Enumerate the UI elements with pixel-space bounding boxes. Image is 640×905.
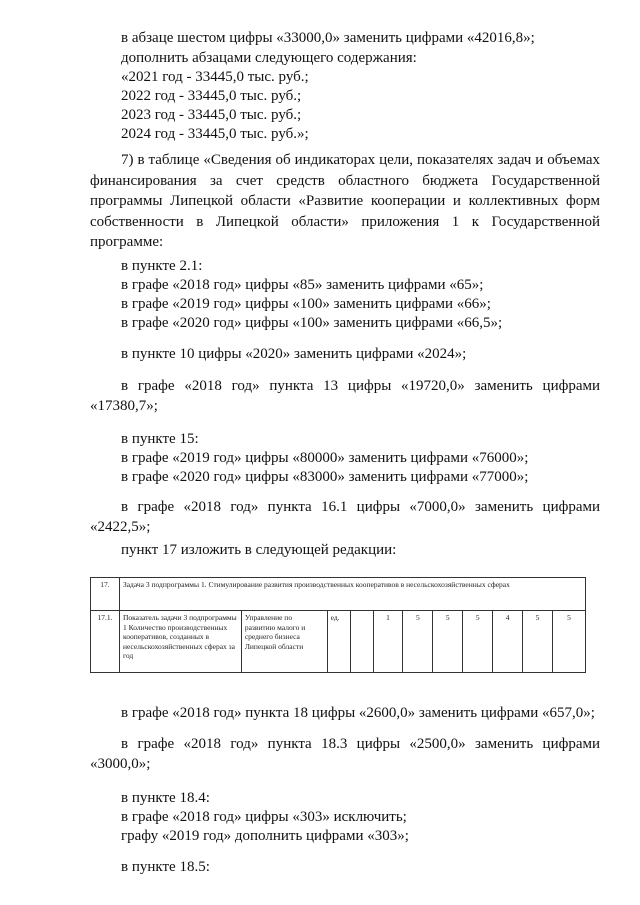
amend-line: 2024 год - 33445,0 тыс. руб.»; [121, 126, 309, 142]
value-cell: 1 [373, 611, 403, 673]
table-row [91, 611, 586, 673]
value-cell: 5 [523, 611, 553, 673]
value-cell: 5 [433, 611, 463, 673]
amend-line: в графе «2019 год» цифры «80000» заменить цифрами «76000»; [121, 450, 529, 466]
point-16-1-line-a: в графе «2018 год» пункта 16.1 цифры «7000,0» заменить цифрами [121, 499, 600, 515]
point-16-1-paragraph [90, 497, 600, 537]
point-18-4-heading: в пункте 18.4: [121, 790, 210, 806]
item-7-paragraph [90, 150, 600, 253]
point-18-line: в графе «2018 год» пункта 18 цифры «2600,0» заменить цифрами «657,0»; [121, 705, 595, 721]
value-cell: 5 [403, 611, 433, 673]
point-13-line-a: в графе «2018 год» пункта 13 цифры «19720,0» заменить цифрами [121, 378, 600, 394]
point-10-line: в пункте 10 цифры «2020» заменить цифрами «2024»; [121, 346, 467, 362]
point-13-paragraph [90, 376, 600, 416]
unit-cell: ед. [327, 611, 350, 673]
point-18-3-line-b: «3000,0»; [90, 756, 151, 772]
amend-line: графу «2019 год» дополнить цифрами «303»; [121, 828, 409, 844]
executor-cell: Управление по развитию малого и среднего бизнеса Липецкой области [241, 611, 327, 673]
amend-line: в абзаце шестом цифры «33000,0» заменить цифрами «42016,8»; [121, 30, 535, 46]
point-18-5-heading: в пункте 18.5: [121, 859, 210, 875]
task-title-cell: Задача 3 подпрограммы 1. Стимулирование развития производственных кооперативов в несельскохозяйственных сферах [119, 578, 585, 611]
value-cell: 4 [493, 611, 523, 673]
point-17-intro: пункт 17 изложить в следующей редакции: [121, 542, 397, 558]
row-number-cell: 17. [91, 578, 120, 611]
point-16-1-line-b: «2422,5»; [90, 519, 151, 535]
value-cell: 5 [552, 611, 585, 673]
amend-line: в графе «2018 год» цифры «303» исключить; [121, 809, 407, 825]
empty-cell [350, 611, 373, 673]
amend-line: 2023 год - 33445,0 тыс. руб.; [121, 107, 302, 123]
amend-line: в графе «2019 год» цифры «100» заменить цифрами «66»; [121, 296, 491, 312]
indicator-name-cell: Показатель задачи 3 подпрограммы 1 Количество производственных кооперативов, созданных в несельскохозяйственных сферах за год [119, 611, 241, 673]
indicator-table [90, 577, 586, 673]
point-2-1-heading: в пункте 2.1: [121, 258, 203, 274]
point-15-heading: в пункте 15: [121, 431, 199, 447]
table-row [91, 578, 586, 611]
amend-line: 2022 год - 33445,0 тыс. руб.; [121, 88, 302, 104]
amend-line: дополнить абзацами следующего содержания: [121, 50, 417, 66]
point-13-line-b: «17380,7»; [90, 398, 158, 414]
amend-line: в графе «2018 год» цифры «85» заменить цифрами «65»; [121, 277, 484, 293]
value-cell: 5 [463, 611, 493, 673]
row-number-cell: 17.1. [91, 611, 120, 673]
amend-line: «2021 год - 33445,0 тыс. руб.; [121, 69, 309, 85]
point-18-3-line-a: в графе «2018 год» пункта 18.3 цифры «2500,0» заменить цифрами [121, 736, 600, 752]
amend-line: в графе «2020 год» цифры «83000» заменить цифрами «77000»; [121, 469, 529, 485]
item-7-text: 7) в таблице «Сведения об индикаторах цели, показателях задач и объемах финансирования за счет средств областного бюджета Государственной программы Липецкой области «Развитие кооперации и коллективных форм собственности в Липецкой области» приложения 1 к Государственной программе: [90, 152, 600, 250]
point-18-3-paragraph [90, 734, 600, 774]
amend-line: в графе «2020 год» цифры «100» заменить цифрами «66,5»; [121, 315, 503, 331]
